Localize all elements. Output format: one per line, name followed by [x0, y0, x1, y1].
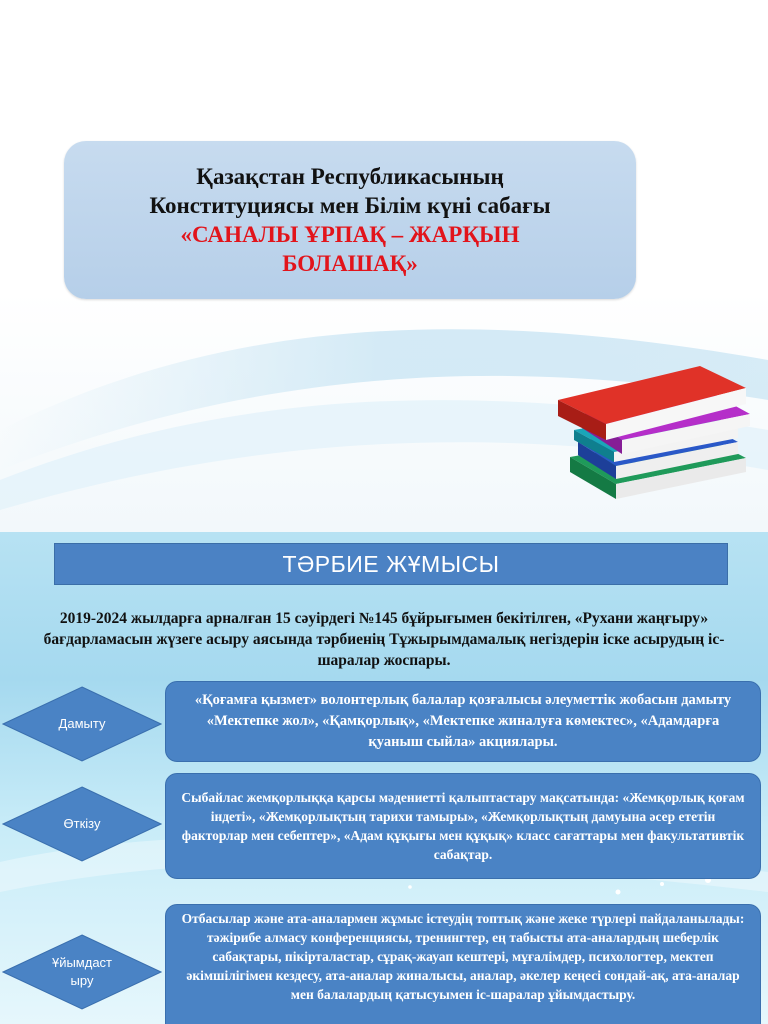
item-text: «Қоғамға қызмет» волонтерлық балалар қозғалысы әлеуметтік жобасын дамыту «Мектепке жол», «Қамқорлық», «Мектепке жиналуға көмектес», «Адамдарға қуаныш сыйла» акциялары.: [194, 692, 732, 750]
title-line-3: «САНАЛЫ ҰРПАҚ – ЖАРҚЫН: [180, 222, 520, 247]
item-card-damytu: [165, 681, 761, 762]
diamond-uiymdastyru: [2, 934, 162, 1010]
diamond-label: Дамыту: [58, 716, 106, 731]
diamond-damytu: [2, 686, 162, 762]
item-card-uiymdastyru: [165, 904, 761, 1024]
books-illustration: [550, 362, 760, 512]
diamond-label: Ұйымдаст ыру: [51, 955, 113, 988]
title-line-4: БОЛАШАҚ»: [282, 251, 418, 276]
section-header: ТӘРБИЕ ЖҰМЫСЫ: [54, 543, 728, 585]
diamond-label: Өткізу: [63, 816, 101, 831]
item-text: Отбасылар және ата-аналармен жұмыс істеудің топтық және жеке түрлері пайдаланылады: тәжірибе алмасу конференциясы, тренингтер, ең табысты ата-аналардың шеберлік сабақтары, пікірталастар, сұрақ-жауап кештері, мұғалімдер, психологтер, мектеп әкімшілігімен кездесу, ата-аналар жиналысы, аналар, әкелер кеңесі сондай-ақ, ата-аналар мен балалардың қатысуымен іс-шаралар ұйымдастыру.: [181, 911, 745, 1002]
item-text: Сыбайлас жемқорлыққа қарсы мәдениетті қалыптастару мақсатында: «Жемқорлық қоғам індеті», «Жемқорлықтың тарихи тамыры», «Жемқорлықтың дамуына әсер ететін факторлар мен себептер», «Адам құқығы мен құқық» класс сағаттары мен факультативтік сабақтар.: [181, 790, 745, 862]
title-line-2: Конституциясы мен Білім күні сабағы: [149, 193, 551, 218]
title-line-1: Қазақстан Республикасының: [196, 164, 504, 189]
education-work-slide: [0, 532, 768, 1024]
diamond-otkizu: [2, 786, 162, 862]
item-card-otkizu: [165, 773, 761, 879]
intro-text: 2019-2024 жылдарға арналған 15 сәуірдегі №145 бұйрығымен бекітілген, «Рухани жаңғыру» бағдарламасын жүзеге асыру аясында тәрбиенің Тұжырымдамалық негіздерін іске асырудың іс-шаралар жоспары.: [43, 610, 725, 669]
title-box: [64, 141, 636, 299]
